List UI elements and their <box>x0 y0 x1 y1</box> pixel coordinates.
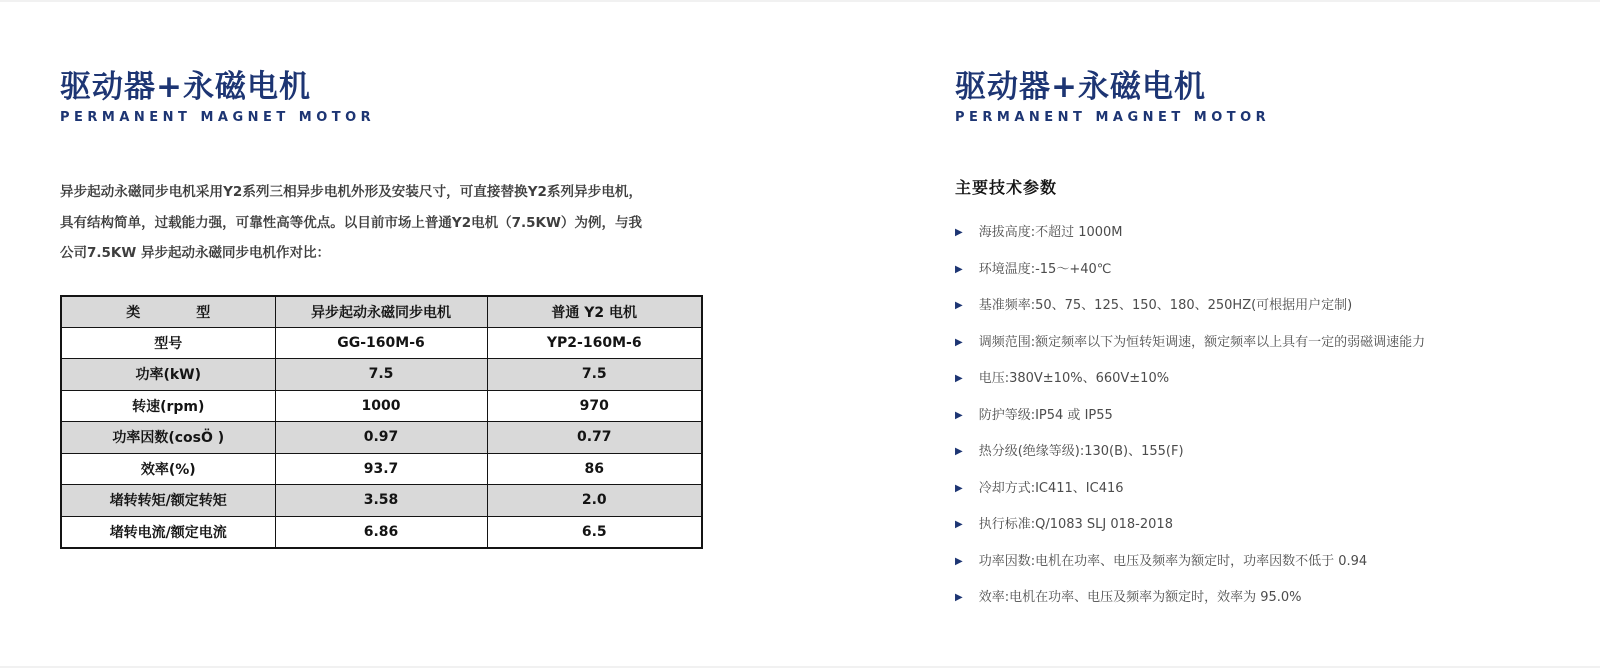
table-header-row <box>61 296 702 328</box>
list-item <box>955 263 1570 277</box>
y2-value: 2.0 <box>487 485 702 517</box>
pm-value: 0.97 <box>275 422 487 454</box>
spec-text: 电压:380V±10%、660V±10% <box>978 371 1170 387</box>
spec-text: 功率因数:电机在功率、电压及频率为额定时，功率因数不低于 0.94 <box>978 553 1368 569</box>
row-label: 功率因数(cosÖ ) <box>61 422 275 454</box>
list-item <box>955 409 1570 423</box>
spec-text: 执行标准:Q/1083 SLJ 018-2018 <box>978 517 1173 533</box>
bullet-triangle-icon: ▶ <box>955 446 963 458</box>
table-row <box>61 327 702 359</box>
list-item <box>955 482 1570 496</box>
header-cell-type: 类 型 <box>61 296 275 328</box>
row-label: 效率(%) <box>61 453 275 485</box>
list-item <box>955 226 1570 240</box>
bullet-triangle-icon: ▶ <box>955 592 963 604</box>
left-page <box>60 70 705 549</box>
table-row <box>61 453 702 485</box>
pm-value: 7.5 <box>275 359 487 391</box>
list-item <box>955 299 1570 313</box>
bullet-triangle-icon: ▶ <box>955 227 963 239</box>
page-top-edge <box>0 0 1600 2</box>
header-cell-pm-motor: 异步起动永磁同步电机 <box>275 296 487 328</box>
table-row <box>61 359 702 391</box>
spec-text: 基准频率:50、75、125、150、180、250HZ(可根据用户定制) <box>978 298 1353 314</box>
row-label: 堵转转矩/额定转矩 <box>61 485 275 517</box>
y2-value: 6.5 <box>487 516 702 548</box>
list-item <box>955 336 1570 350</box>
spec-text: 环境温度:-15～+40℃ <box>978 261 1112 277</box>
comparison-table <box>60 295 703 549</box>
bullet-triangle-icon: ▶ <box>955 482 963 494</box>
list-item <box>955 372 1570 386</box>
page-title: 驱动器+永磁电机 <box>955 69 1206 105</box>
y2-value: 0.77 <box>487 422 702 454</box>
pm-value: 6.86 <box>275 516 487 548</box>
list-item <box>955 591 1570 605</box>
row-label: 功率(kW) <box>61 359 275 391</box>
bullet-triangle-icon: ▶ <box>955 555 963 567</box>
specs-list <box>955 226 1570 605</box>
spec-text: 热分级(绝缘等级):130(B)、155(F) <box>978 444 1184 460</box>
left-header <box>60 70 705 125</box>
bullet-triangle-icon: ▶ <box>955 263 963 275</box>
header-cell-y2-motor: 普通 Y2 电机 <box>487 296 702 328</box>
pm-value: 93.7 <box>275 453 487 485</box>
page-subtitle: PERMANENT MAGNET MOTOR <box>955 110 1271 126</box>
right-page <box>955 70 1570 628</box>
y2-value: 7.5 <box>487 359 702 391</box>
bullet-triangle-icon: ▶ <box>955 336 963 348</box>
spec-text: 效率:电机在功率、电压及频率为额定时，效率为 95.0% <box>978 590 1302 606</box>
y2-value: 86 <box>487 453 702 485</box>
specs-heading: 主要技术参数 <box>955 178 1058 198</box>
bullet-triangle-icon: ▶ <box>955 409 963 421</box>
right-header <box>955 70 1570 125</box>
intro-paragraph: 异步起动永磁同步电机采用Y2系列三相异步电机外形及安装尺寸，可直接替换Y2系列异步电机，具有结构简单，过载能力强，可靠性高等优点。以目前市场上普通Y2电机（7.5KW）为例，与我公司7.5KW 异步起动永磁同步电机作对比： <box>60 184 642 262</box>
pm-value: 3.58 <box>275 485 487 517</box>
table-row <box>61 485 702 517</box>
table-row <box>61 422 702 454</box>
list-item <box>955 518 1570 532</box>
spec-text: 海拔高度:不超过 1000M <box>978 225 1123 241</box>
table-row <box>61 516 702 548</box>
bullet-triangle-icon: ▶ <box>955 519 963 531</box>
row-label: 型号 <box>61 327 275 359</box>
y2-value: 970 <box>487 390 702 422</box>
spec-text: 冷却方式:IC411、IC416 <box>978 480 1124 496</box>
list-item <box>955 555 1570 569</box>
y2-value: YP2-160M-6 <box>487 327 702 359</box>
spec-text: 防护等级:IP54 或 IP55 <box>978 407 1113 423</box>
bullet-triangle-icon: ▶ <box>955 373 963 385</box>
row-label: 堵转电流/额定电流 <box>61 516 275 548</box>
page-subtitle: PERMANENT MAGNET MOTOR <box>60 110 376 126</box>
spec-text: 调频范围:额定频率以下为恒转矩调速，额定频率以上具有一定的弱磁调速能力 <box>978 334 1426 350</box>
page-title: 驱动器+永磁电机 <box>60 69 311 105</box>
pm-value: GG-160M-6 <box>275 327 487 359</box>
list-item <box>955 445 1570 459</box>
pm-value: 1000 <box>275 390 487 422</box>
row-label: 转速(rpm) <box>61 390 275 422</box>
bullet-triangle-icon: ▶ <box>955 300 963 312</box>
table-row <box>61 390 702 422</box>
